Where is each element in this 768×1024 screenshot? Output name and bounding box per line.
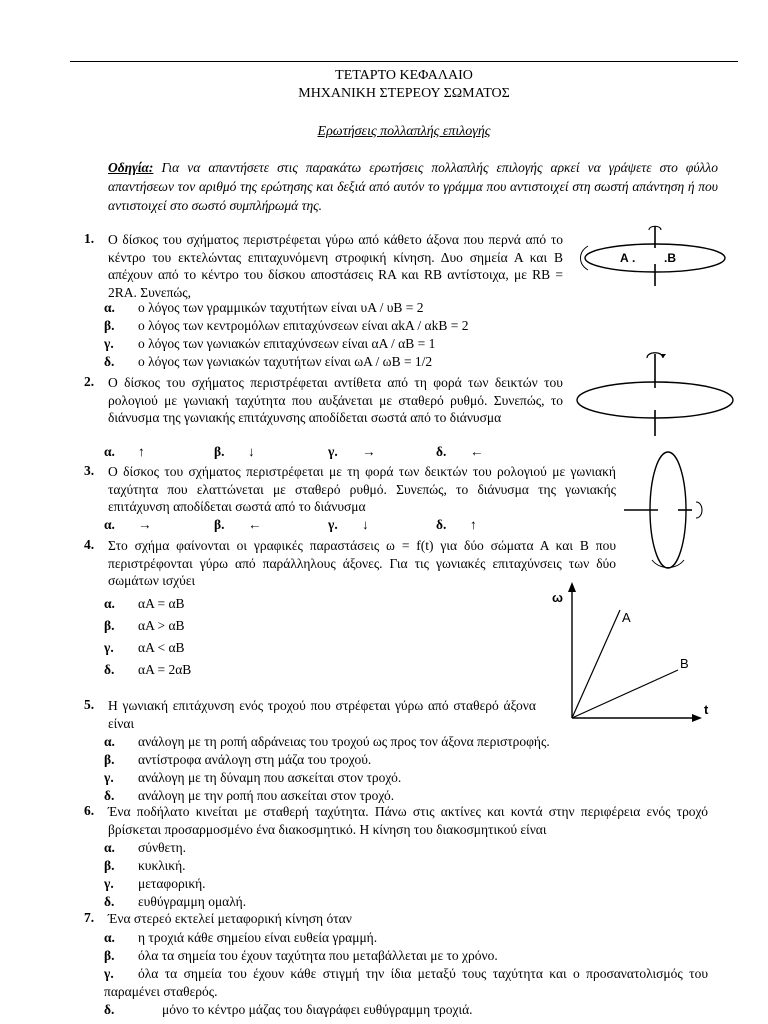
question-number: 6. bbox=[84, 803, 95, 818]
option: γ. ανάλογη με τη δύναμη που ασκείται στον τροχό. bbox=[104, 770, 402, 785]
top-rule bbox=[70, 61, 738, 62]
option: α. ανάλογη με τη ροπή αδράνειας του τροχού ως προς τον άξονα περιστροφής. bbox=[104, 734, 550, 749]
question-number: 3. bbox=[84, 463, 95, 478]
instructions bbox=[108, 158, 718, 215]
option: γ. ο λόγος των γωνιακών επιταχύνσεων είναι αA / αB = 1 bbox=[104, 336, 436, 351]
instructions-text: Για να απαντήσετε στις παρακάτω ερωτήσεις πολλαπλής επιλογής αρκεί να γράψετε στο φύλλο απαντήσεων τον αριθμό της ερώτησης και δεξιά από αυτόν το γράμμα που αντιστοιχεί στη σωστή απάντηση ή που αντιστοιχεί στο σωστό συμπλήρωμά της. bbox=[108, 160, 718, 213]
option: β. αντίστροφα ανάλογη στη μάζα του τροχού. bbox=[104, 752, 372, 767]
question-text: Ο δίσκος του σχήματος περιστρέφεται αντίθετα από τη φορά των δεικτών του ρολογιού με γωνιακή ταχύτητα που αυξάνεται με σταθερό ρυθμό. Συνεπώς, το διάνυσμα της γωνιακής επιτάχυνσης αποδίδεται σωστά από το διάνυσμα bbox=[108, 375, 563, 425]
question-text: Ένα ποδήλατο κινείται με σταθερή ταχύτητα. Πάνω στις ακτίνες και κοντά στην περιφέρεια ενός τροχό βρίσκεται προσαρμοσμένο ένα διακοσμητικό. Η κίνηση του διακοσμητικού είναι bbox=[108, 804, 708, 837]
question-text: Ένα στερεό εκτελεί μεταφορική κίνηση όταν bbox=[108, 911, 352, 926]
line-b-label: B bbox=[680, 656, 689, 671]
question-text: Ο δίσκος του σχήματος περιστρέφεται γύρω από κάθετο άξονα που περνά από το κέντρο του εκτελώντας επιταχυνόμενη στροφική κίνηση. Δυο σημεία Α και Β απέχουν από το κέντρο του δίσκου αποστάσεις RA και RB αντίστοιχα, με RB = 2RA. Συνεπώς, bbox=[108, 232, 563, 300]
option: δ. μόνο το κέντρο μάζας του διαγράφει ευθύγραμμη τροχιά. bbox=[104, 1002, 473, 1017]
question-number: 1. bbox=[84, 231, 95, 246]
option: β. αA > αB bbox=[104, 618, 185, 633]
option: β. κυκλική. bbox=[104, 858, 186, 873]
option: γ. όλα τα σημεία του έχουν κάθε στιγμή την ίδια μεταξύ τους ταχύτητα και ο προσανατολισμός του παραμένει σταθερός. bbox=[104, 966, 708, 999]
question-text: Στο σχήμα φαίνονται οι γραφικές παραστάσεις ω = f(t) για δύο σώματα Α και Β που περιστρέφονται γύρω από παράλληλους άξονες. Για τις γωνιακές επιταχύνσεις των δύο σωμάτων ισχύει bbox=[108, 538, 616, 588]
line-a-label: A bbox=[622, 610, 631, 625]
option: α. ο λόγος των γραμμικών ταχυτήτων είναι υA / υB = 2 bbox=[104, 300, 424, 315]
option-row: α. → β. ← γ. ↓ δ. ↑ bbox=[104, 517, 477, 532]
line-b bbox=[572, 670, 678, 718]
disk-figure-1 bbox=[570, 220, 740, 290]
option: α. σύνθετη. bbox=[104, 840, 187, 855]
option: δ. αA = 2αB bbox=[104, 662, 192, 677]
instructions-label: Οδηγία: bbox=[108, 160, 154, 175]
option: α. η τροχιά κάθε σημείου είναι ευθεία γραμμή. bbox=[104, 930, 378, 945]
question-text: Ο δίσκος του σχήματος περιστρέφεται με τη φορά των δεικτών του ρολογιού με γωνιακή ταχύτητα που ελαττώνεται με σταθερό ρυθμό. Συνεπώς, το διάνυσμα της γωνιακής επιτάχυνση αποδίδεται σωστά από το διάνυσμα bbox=[108, 464, 616, 514]
option: δ. ανάλογη με την ροπή που ασκείται στον τροχό. bbox=[104, 788, 395, 803]
option-row: α. ↑ β. ↓ γ. → δ. ← bbox=[104, 444, 484, 459]
omega-time-graph bbox=[540, 580, 720, 725]
option: β. όλα τα σημεία του έχουν ταχύτητα που μεταβάλλεται με το χρόνο. bbox=[104, 948, 498, 963]
y-axis-label: ω bbox=[552, 590, 563, 605]
disk-figure-2 bbox=[570, 348, 740, 440]
question-number: 4. bbox=[84, 537, 95, 552]
option: α. αA = αB bbox=[104, 596, 185, 611]
chapter-title: ΤΕΤΑΡΤΟ ΚΕΦΑΛΑΙΟ bbox=[335, 68, 473, 83]
question-number: 5. bbox=[84, 697, 95, 712]
point-b-label: .Β bbox=[664, 251, 676, 265]
option: γ. μεταφορική. bbox=[104, 876, 206, 891]
point-a-label: Α . bbox=[620, 251, 636, 265]
option: δ. ευθύγραμμη ομαλή. bbox=[104, 894, 247, 909]
disk-figure-3 bbox=[620, 446, 720, 574]
option: δ. ο λόγος των γωνιακών ταχυτήτων είναι ωA / ωB = 1/2 bbox=[104, 354, 433, 369]
x-axis-label: t bbox=[704, 702, 709, 717]
question-number: 7. bbox=[84, 910, 95, 925]
section-title: Ερωτήσεις πολλαπλής επιλογής bbox=[317, 124, 491, 139]
option: β. ο λόγος των κεντρομόλων επιταχύνσεων είναι αkA / αkB = 2 bbox=[104, 318, 469, 333]
subject-title: ΜΗΧΑΝΙΚΗ ΣΤΕΡΕΟΥ ΣΩΜΑΤΟΣ bbox=[298, 86, 510, 101]
question-text: Η γωνιακή επιτάχυνση ενός τροχού που στρέφεται γύρω από σταθερό άξονα είναι bbox=[108, 698, 536, 731]
question-number: 2. bbox=[84, 374, 95, 389]
line-a bbox=[572, 610, 620, 718]
option: γ. αA < αB bbox=[104, 640, 185, 655]
